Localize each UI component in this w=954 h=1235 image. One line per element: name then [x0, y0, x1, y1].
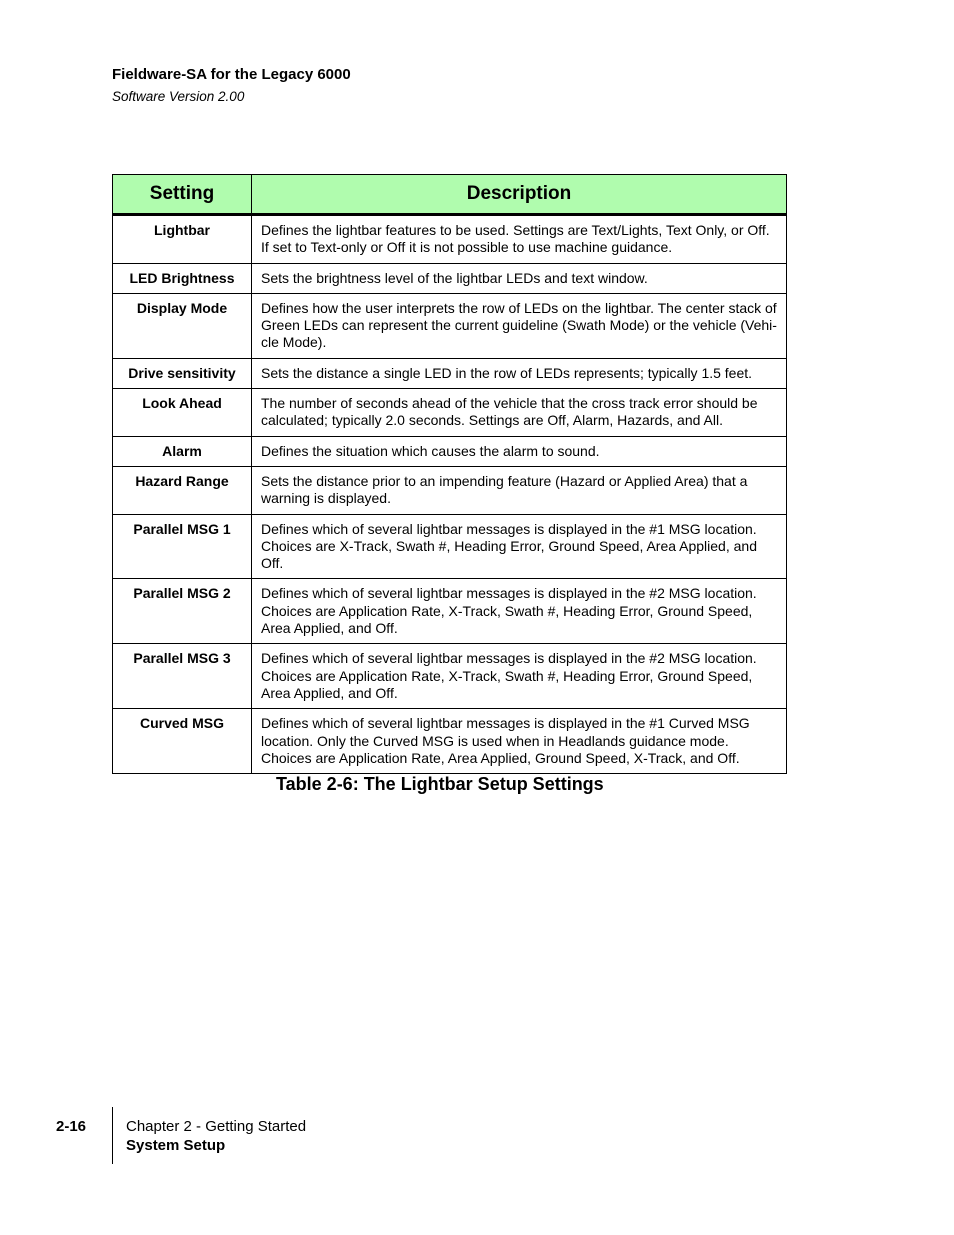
- document-title: Fieldware-SA for the Legacy 6000: [112, 66, 351, 83]
- table-row: [113, 579, 787, 644]
- setting-description: Defines which of several lightbar messages is displayed in the #2 MSG location. Choices are Application Rate, X-Track, Swath #, Heading Error, Ground Speed, Area Applied, and Off.: [252, 644, 787, 709]
- setting-name: Drive sensitivity: [113, 358, 252, 388]
- page-number: 2-16: [56, 1118, 87, 1135]
- table-header-row: [113, 175, 787, 215]
- table-row: [113, 709, 787, 774]
- table-row: [113, 215, 787, 264]
- setting-description: Defines how the user interprets the row of LEDs on the lightbar. The center stack of Green LEDs can represent the current guideline (Swath Mode) or the vehicle (Vehi-cle Mode).: [252, 293, 787, 358]
- setting-name: Parallel MSG 1: [113, 514, 252, 579]
- footer-divider: [112, 1107, 113, 1164]
- setting-name: Look Ahead: [113, 389, 252, 437]
- footer-chapter: Chapter 2 - Getting Started: [126, 1118, 307, 1135]
- setting-name: Parallel MSG 3: [113, 644, 252, 709]
- document-subtitle: Software Version 2.00: [112, 89, 245, 104]
- table-row: [113, 644, 787, 709]
- setting-name: Display Mode: [113, 293, 252, 358]
- table-row: [113, 389, 787, 437]
- setting-description: Sets the distance a single LED in the row of LEDs represents; typically 1.5 feet.: [252, 358, 787, 388]
- column-header-setting: Setting: [113, 175, 252, 215]
- setting-description: Defines the situation which causes the alarm to sound.: [252, 436, 787, 466]
- setting-name: Parallel MSG 2: [113, 579, 252, 644]
- setting-name: Lightbar: [113, 215, 252, 264]
- table-row: [113, 358, 787, 388]
- setting-description: Defines the lightbar features to be used. Settings are Text/Lights, Text Only, or Off. If set to Text-only or Off it is not possible to use machine guidance.: [252, 215, 787, 264]
- table-row: [113, 436, 787, 466]
- setting-name: LED Brightness: [113, 263, 252, 293]
- table-caption: Table 2-6: The Lightbar Setup Settings: [276, 774, 604, 794]
- setting-description: Defines which of several lightbar messages is displayed in the #1 MSG location. Choices are X-Track, Swath #, Heading Error, Ground Speed, Area Applied, and Off.: [252, 514, 787, 579]
- setting-description: The number of seconds ahead of the vehicle that the cross track error should be calculated; typically 2.0 seconds. Settings are Off, Alarm, Hazards, and All.: [252, 389, 787, 437]
- setting-name: Hazard Range: [113, 466, 252, 514]
- footer-section: System Setup: [126, 1137, 226, 1154]
- table-row: [113, 263, 787, 293]
- setting-description: Sets the distance prior to an impending feature (Hazard or Applied Area) that a warning is displayed.: [252, 466, 787, 514]
- setting-description: Sets the brightness level of the lightbar LEDs and text window.: [252, 263, 787, 293]
- setting-description: Defines which of several lightbar messages is displayed in the #1 Curved MSG location. Only the Curved MSG is used when in Headlands guidance mode. Choices are Application Rate, Area Applied, Ground Speed, X-Track, and Off.: [252, 709, 787, 774]
- table-row: [113, 293, 787, 358]
- lightbar-settings-table: [112, 174, 787, 774]
- table-row: [113, 466, 787, 514]
- setting-name: Alarm: [113, 436, 252, 466]
- setting-description: Defines which of several lightbar messages is displayed in the #2 MSG location. Choices are Application Rate, X-Track, Swath #, Heading Error, Ground Speed, Area Applied, and Off.: [252, 579, 787, 644]
- setting-name: Curved MSG: [113, 709, 252, 774]
- table-row: [113, 514, 787, 579]
- column-header-description: Description: [252, 175, 787, 215]
